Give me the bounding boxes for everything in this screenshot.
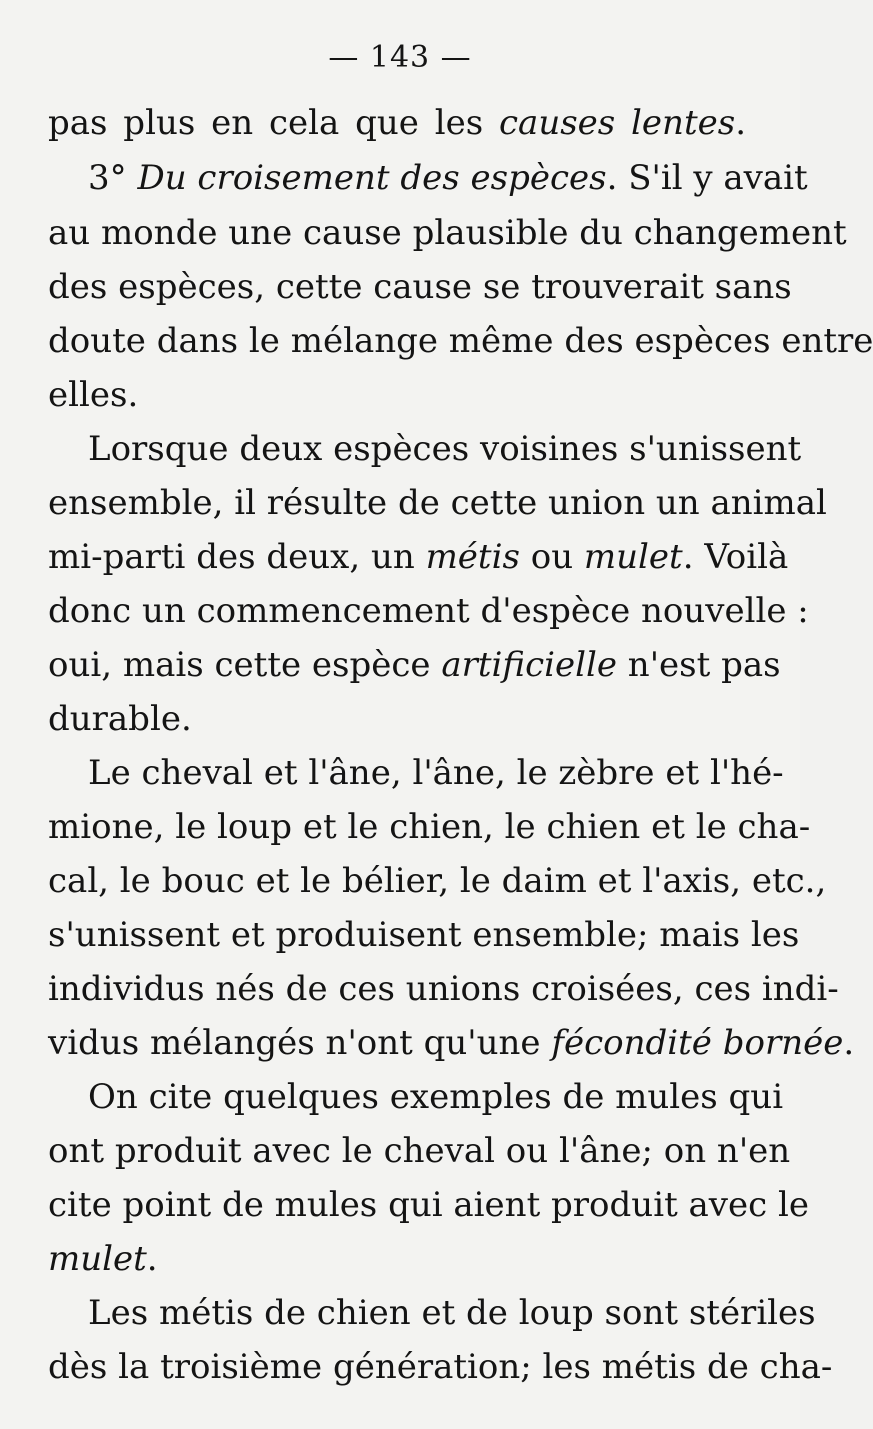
page-number: — 143 —: [328, 40, 472, 75]
text-line: [48, 1180, 809, 1230]
text-run: cite point de mules qui aient produit avec le: [48, 1185, 809, 1225]
italic-text: mulet: [583, 537, 683, 577]
text-run: n'est pas: [617, 645, 781, 685]
italic-text: Du croisement des espèces: [137, 158, 607, 198]
text-run: . S'il y avait: [606, 158, 808, 198]
text-line: [88, 1072, 784, 1122]
text-run: .: [735, 103, 746, 143]
italic-text: causes lentes: [499, 103, 736, 143]
text-line: [48, 98, 746, 148]
text-line: [48, 532, 789, 582]
text-line: [48, 370, 746, 420]
text-line: [48, 316, 873, 366]
text-run: cal, le bouc et le bélier, le daim et l'axis, etc.,: [48, 861, 827, 901]
text-run: ou: [519, 537, 584, 577]
italic-text: fécondité bornée: [551, 1023, 844, 1063]
italic-text: artificielle: [441, 645, 617, 685]
text-run: 3°: [88, 158, 138, 198]
text-line: [48, 1342, 833, 1392]
text-line: [48, 262, 792, 312]
text-run: des espèces, cette cause se trouverait sans: [48, 267, 792, 307]
text-run: .: [146, 1239, 158, 1279]
text-run: ensemble, il résulte de cette union un animal: [48, 483, 827, 523]
text-run: mione, le loup et le chien, le chien et le cha-: [48, 807, 811, 847]
text-run: individus nés de ces unions croisées, ces indi-: [48, 969, 839, 1009]
text-line: [48, 1126, 791, 1176]
text-run: Le cheval et l'âne, l'âne, le zèbre et l'hé-: [88, 753, 784, 793]
text-run: ont produit avec le cheval ou l'âne; on n'en: [48, 1131, 791, 1171]
text-line: [88, 1288, 816, 1338]
text-line: [48, 208, 847, 258]
text-line: [48, 694, 746, 744]
text-line: [48, 856, 827, 906]
text-run: mi-parti des deux, un: [48, 537, 426, 577]
text-run: durable.: [48, 699, 192, 739]
text-line: [48, 802, 811, 852]
text-run: Lorsque deux espèces voisines s'unissent: [88, 429, 802, 469]
text-run: oui, mais cette espèce: [48, 645, 442, 685]
text-line: [88, 424, 802, 474]
text-line: [48, 1018, 855, 1068]
text-line: [48, 910, 800, 960]
text-run: donc un commencement d'espèce nouvelle :: [48, 591, 809, 631]
text-line: [48, 640, 781, 690]
text-run: On cite quelques exemples de mules qui: [88, 1077, 784, 1117]
text-line: [48, 478, 827, 528]
italic-text: métis: [425, 537, 520, 577]
text-run: dès la troisième génération; les métis de cha-: [48, 1347, 833, 1387]
text-line: [88, 153, 808, 203]
text-line: [48, 964, 839, 1014]
italic-text: mulet: [48, 1239, 147, 1279]
text-line: [48, 1234, 746, 1284]
text-line: [88, 748, 784, 798]
text-run: .: [843, 1023, 855, 1063]
text-run: au monde une cause plausible du changement: [48, 213, 847, 253]
text-run: Les métis de chien et de loup sont stériles: [88, 1293, 816, 1333]
text-run: pas plus en cela que les: [48, 103, 499, 143]
text-run: s'unissent et produisent ensemble; mais les: [48, 915, 800, 955]
text-run: elles.: [48, 375, 139, 415]
text-run: doute dans le mélange même des espèces entre: [48, 321, 873, 361]
text-run: vidus mélangés n'ont qu'une: [48, 1023, 552, 1063]
text-run: . Voilà: [682, 537, 789, 577]
text-line: [48, 586, 809, 636]
